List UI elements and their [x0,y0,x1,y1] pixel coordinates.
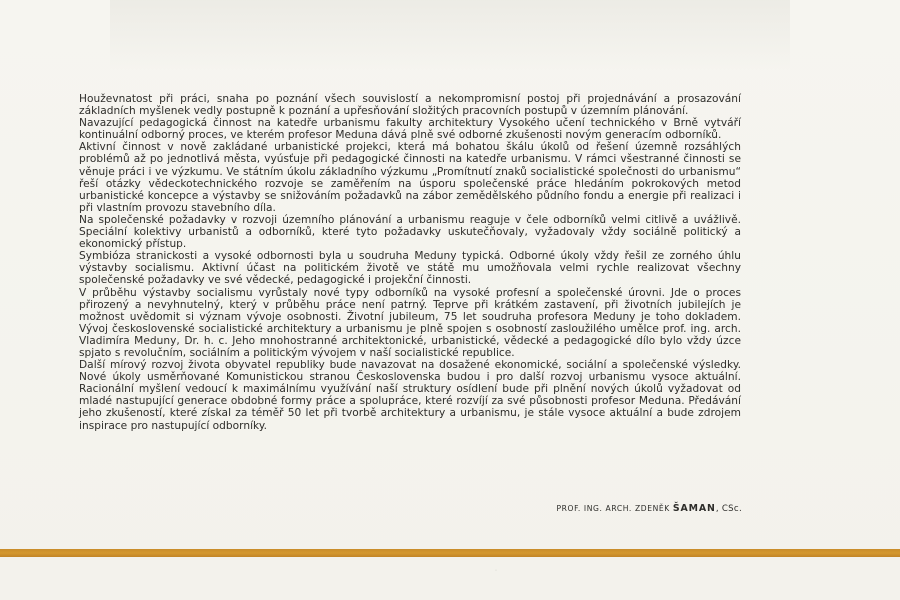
signature-surname: ŠAMAN [672,503,716,514]
paragraph-2: Navazující pedagogická činnost na katedře urbanismu fakulty architektury Vysokého učení technického v Brně vytváří kontinuální odborný proces, ve kterém profesor Meduna dává plně své odborné zkušenosti novým generacím odborníků. [79,117,741,142]
signature-suffix: , CSc. [715,504,742,514]
paragraph-4: Na společenské požadavky v rozvoji územního plánování a urbanismu reaguje v čele odborníků velmi citlivě a uvážlivě. Speciální kolektivy urbanistů a odborníků, které tyto požadavky uskutečňovaly, vyžadovaly vždy sociálně politický a ekonomický přístup. [79,213,741,251]
paragraph-5: Symbióza stranickosti a vysoké odbornosti byla u soudruha Meduny typická. Odborné úkoly vždy řešil ze zorného úhlu výstavby socialismu. Aktivní účast na politickém životě ve státě mu umožňovala velmi rychle realizovat všechny společenské požadavky ve své vědecké, pedagogické i projekční činnosti. [79,250,741,287]
page-mark: ˙ [494,569,498,578]
show-through-shadow [110,0,790,70]
paragraph-7: Další mírový rozvoj života obyvatel republiky bude navazovat na dosažené ekonomické, sociální a společenské výsledky. Nové úkoly usměrňované Komunistickou stranou Československa budou i pro další rozvoj urbanismu vysoce aktuální. Racionální myšlení vedoucí k maximálnímu využívání naší struktury osídlení bude při plnění nových úkolů vyžadovat od mladé nastupující generace obdobné formy práce a spolupráce, které rozvíjí za své působnosti profesor Meduna. Předávání jeho zkušeností, které získal za téměř 50 let při tvorbě architektury a urbanismu, je stále vysoce aktuální a bude zdrojem inspirace pro nastupující odborníky. [79,359,741,432]
accent-bar [0,549,900,557]
signature-prefix: PROF. ING. ARCH. ZDENĚK [556,504,673,513]
paragraph-1: Houževnatost při práci, snaha po poznání všech souvislostí a nekompromisní postoj při projednávání a prosazování základních myšlenek vedly postupně k poznání a upřesňování složitých pracovních postupů v územním plánování. [79,93,741,118]
paragraph-3: Aktivní činnost v nově zakládané urbanistické projekci, která má bohatou škálu úkolů od řešení územně rozsáhlých problémů až po jednotlivá města, vyúsťuje při pedagogické činnosti na katedře urbanismu. V rámci všestranné činnosti se věnuje práci i ve výzkumu. Ve státním úkolu základního výzkumu „Promítnutí znaků socialistické společnosti do urbanismu“ řeší otázky vědeckotechnického rozvoje se zaměřením na úsporu společenské práce hledáním pokrokových metod urbanistické koncepce a výstavby se snižováním požadavků na zábor zemědělského půdního fondu a energie při realizaci i při vlastním provozu stavebního díla. [79,141,741,214]
author-signature [557,503,743,514]
paragraph-6: V průběhu výstavby socialismu vyrůstaly nové typy odborníků na vysoké profesní a společenské úrovni. Jde o proces přirozený a nevyhnutelný, který v průběhu práce není patrný. Teprve při krátkém zastavení, při životních jubilejích je možnost uvědomit si význam vývoje osobnosti. Životní jubileum, 75 let soudruha profesora Meduny je toho dokladem. Vývoj československé socialistické architektury a urbanismu je plně spojen s osobností zasloužilého umělce prof. ing. arch. Vladimíra Meduny, Dr. h. c. Jeho mnohostranné architektonické, urbanistické, vědecké a pedagogické dílo bylo vždy úzce spjato s revolučním, sociálním a politickým vývojem v naší socialistické republice. [79,286,741,359]
article-body [79,93,741,432]
